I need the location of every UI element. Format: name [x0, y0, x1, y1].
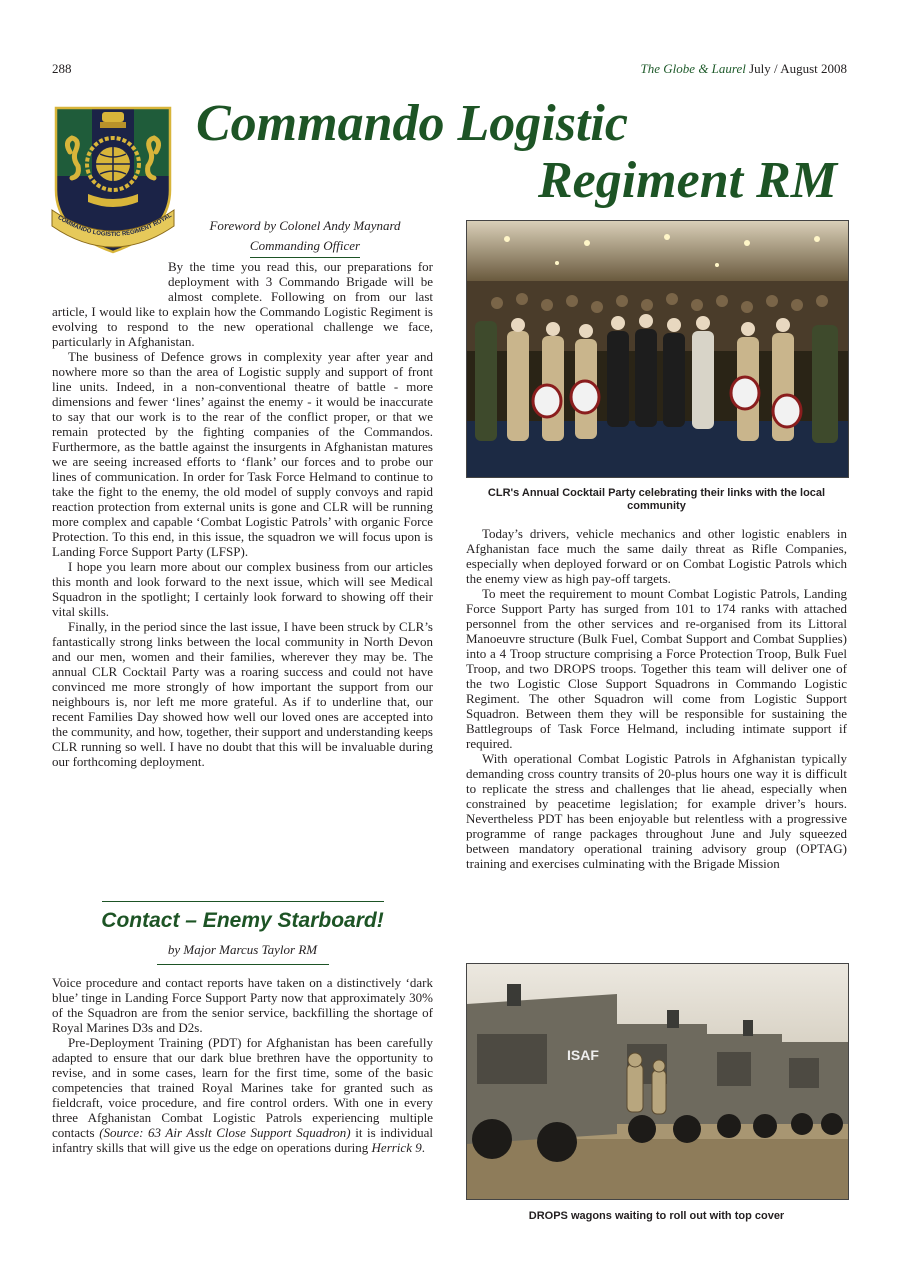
drops-wagons-photo: [466, 963, 849, 1200]
section-paragraph: With operational Combat Logistic Patrols in Afghanistan typically demanding cross country transits of 20-plus hours one way it is difficult to replicate the stress and challenges that lie ahead, especially when constrained by peacetime legislation; for example driver’s hours. Nevertheless PDT has been enjoyable but relentless with a progressive programme of range packages throughout June and July squeezed between mandatory operational training advisory group (OPTAG) training and exercises culminating with the Brigade Mission: [466, 751, 847, 871]
herrick-term: Herrick 9: [371, 1140, 422, 1155]
section-paragraph: Today’s drivers, vehicle mechanics and other logistic enablers in Afghanistan face much the same daily threat as Rifle Companies, especially when deployed forward or on Combat Logistic Patrols which the enemy view as high pay-off targets.: [466, 526, 847, 586]
running-header: [641, 61, 847, 77]
royal-marines-crest-icon: [50, 104, 176, 266]
isaf-sign: ISAF: [567, 1047, 599, 1063]
photo-caption: CLR's Annual Cocktail Party celebrating their links with the local community: [487, 487, 826, 512]
lead-paragraph: By the time you read this, our preparations for deployment with 3 Commando Brigade will be almost complete. Following on from our last article, I would like to explain how the Commando Logistic Regiment is evolving to respond to the new operational challenge we face, particularly in Afghanistan.: [52, 259, 433, 349]
section-body-left: [52, 975, 433, 1155]
source-note: (Source: 63 Air Asslt Close Support Squadron): [99, 1125, 351, 1140]
foreword-author: Foreword by Colonel Andy Maynard: [209, 218, 401, 233]
section-divider-top: [102, 901, 384, 902]
section-title: Contact – Enemy Starboard!: [101, 909, 384, 932]
section-body-right: [466, 526, 847, 871]
lead-paragraph: I hope you learn more about our complex business from our articles this month and look forward to the next issue, which will see Medical Squadron in the spotlight; I certainly look forward to showing off their vital skills.: [52, 559, 433, 619]
foreword-credit: [190, 216, 420, 258]
issue-date: July / August 2008: [749, 61, 847, 76]
section-byline: by Major Marcus Taylor RM: [167, 942, 318, 957]
section-divider-bottom: [157, 964, 329, 965]
lead-paragraph: The business of Defence grows in complexity year after year and nowhere more so than the area of Logistic supply and support of front line units. Indeed, in a non-conventional theatre of battle - more dimensions and fewer ‘lines’ against the enemy - it would be inaccurate to say that our work is to the rear of the conflict proper, or that we remain protected by the fighting companies of the Commandos. Furthermore, as the battle against the insurgents in Afghanistan matures we are seeing increased efforts to ‘flank’ our forces and to probe our lines of communication. In order for Task Force Helmand to continue to take the fight to the enemy, the old model of supply convoys and rapid reaction protection from external units is gone and CLR will be running more complex and capable ‘Combat Logistic Patrols’ with organic Force Protection. To this end, in this issue, the squadron we will focus upon is Landing Force Support Party (LFSP).: [52, 349, 433, 559]
section-paragraph: Voice procedure and contact reports have taken on a distinctively ‘dark blue’ tinge in Landing Force Support Party now that approximately 30% of the Squadron are from the senior service, backfilling the shortage of Royal Marines D3s and D2s.: [52, 975, 433, 1035]
page-title-line-1: Commando Logistic: [196, 95, 628, 152]
page-number: 288: [52, 61, 72, 76]
crest: [50, 104, 176, 266]
lead-paragraph: Finally, in the period since the last issue, I have been struck by CLR’s fantastically strong links between the local community in North Devon and our men, women and their families, wherever they may be. The annual CLR Cocktail Party was a roaring success and could not have convinced me more strongly of how important the support from our neighbours is, nor left me more grateful. As if to underline that, our recent Families Day showed how well our loved ones are accepted into the community, and how, together, their support and understanding keeps CLR running so well. I have no doubt that this will be invaluable during our forthcoming deployment.: [52, 619, 433, 769]
section-paragraph: Pre-Deployment Training (PDT) for Afghanistan has been carefully adapted to ensure that our dark blue brethren have the opportunity to revise, and in some cases, learn for the first time, some of the basic competencies that trained Royal Marines take for granted such as fieldcraft, voice procedure, and fire control orders. With one in every three Afghanistan Combat Logistic Patrols experiencing multiple contacts (Source: 63 Air Asslt Close Support Squadron) it is individual infantry skills that will give us the edge on operations during Herrick 9.: [52, 1035, 434, 1155]
crest-scroll-text: COMMANDO LOGISTIC REGIMENT ROYAL: [56, 212, 173, 239]
cocktail-party-photo: [466, 220, 849, 478]
page-title-line-2: Regiment RM: [537, 152, 837, 209]
photo-caption: DROPS wagons waiting to roll out with top cover: [528, 1210, 785, 1222]
magazine-name: The Globe & Laurel: [640, 61, 746, 76]
section-paragraph: To meet the requirement to mount Combat Logistic Patrols, Landing Force Support Party has surged from 101 to 174 ranks with attached personnel from the other services and re-organised from its Littoral Manoeuvre structure (Bulk Fuel, Combat Support and Combat Supplies) into a 4 Troop structure comprising a Force Protection Troop, Bulk Fuel Troop, and two DROPS troops. Together this team will deliver one of the two Logistic Close Support Squadrons in Commando Logistic Regiment. The other Squadron will come from Logistic Support Squadron. Between them they will be responsible for sustaining the Battlegroups of Task Force Helmand, including intimate support if required.: [466, 586, 847, 751]
lead-article: [52, 259, 433, 769]
foreword-role: Commanding Officer: [250, 236, 360, 258]
